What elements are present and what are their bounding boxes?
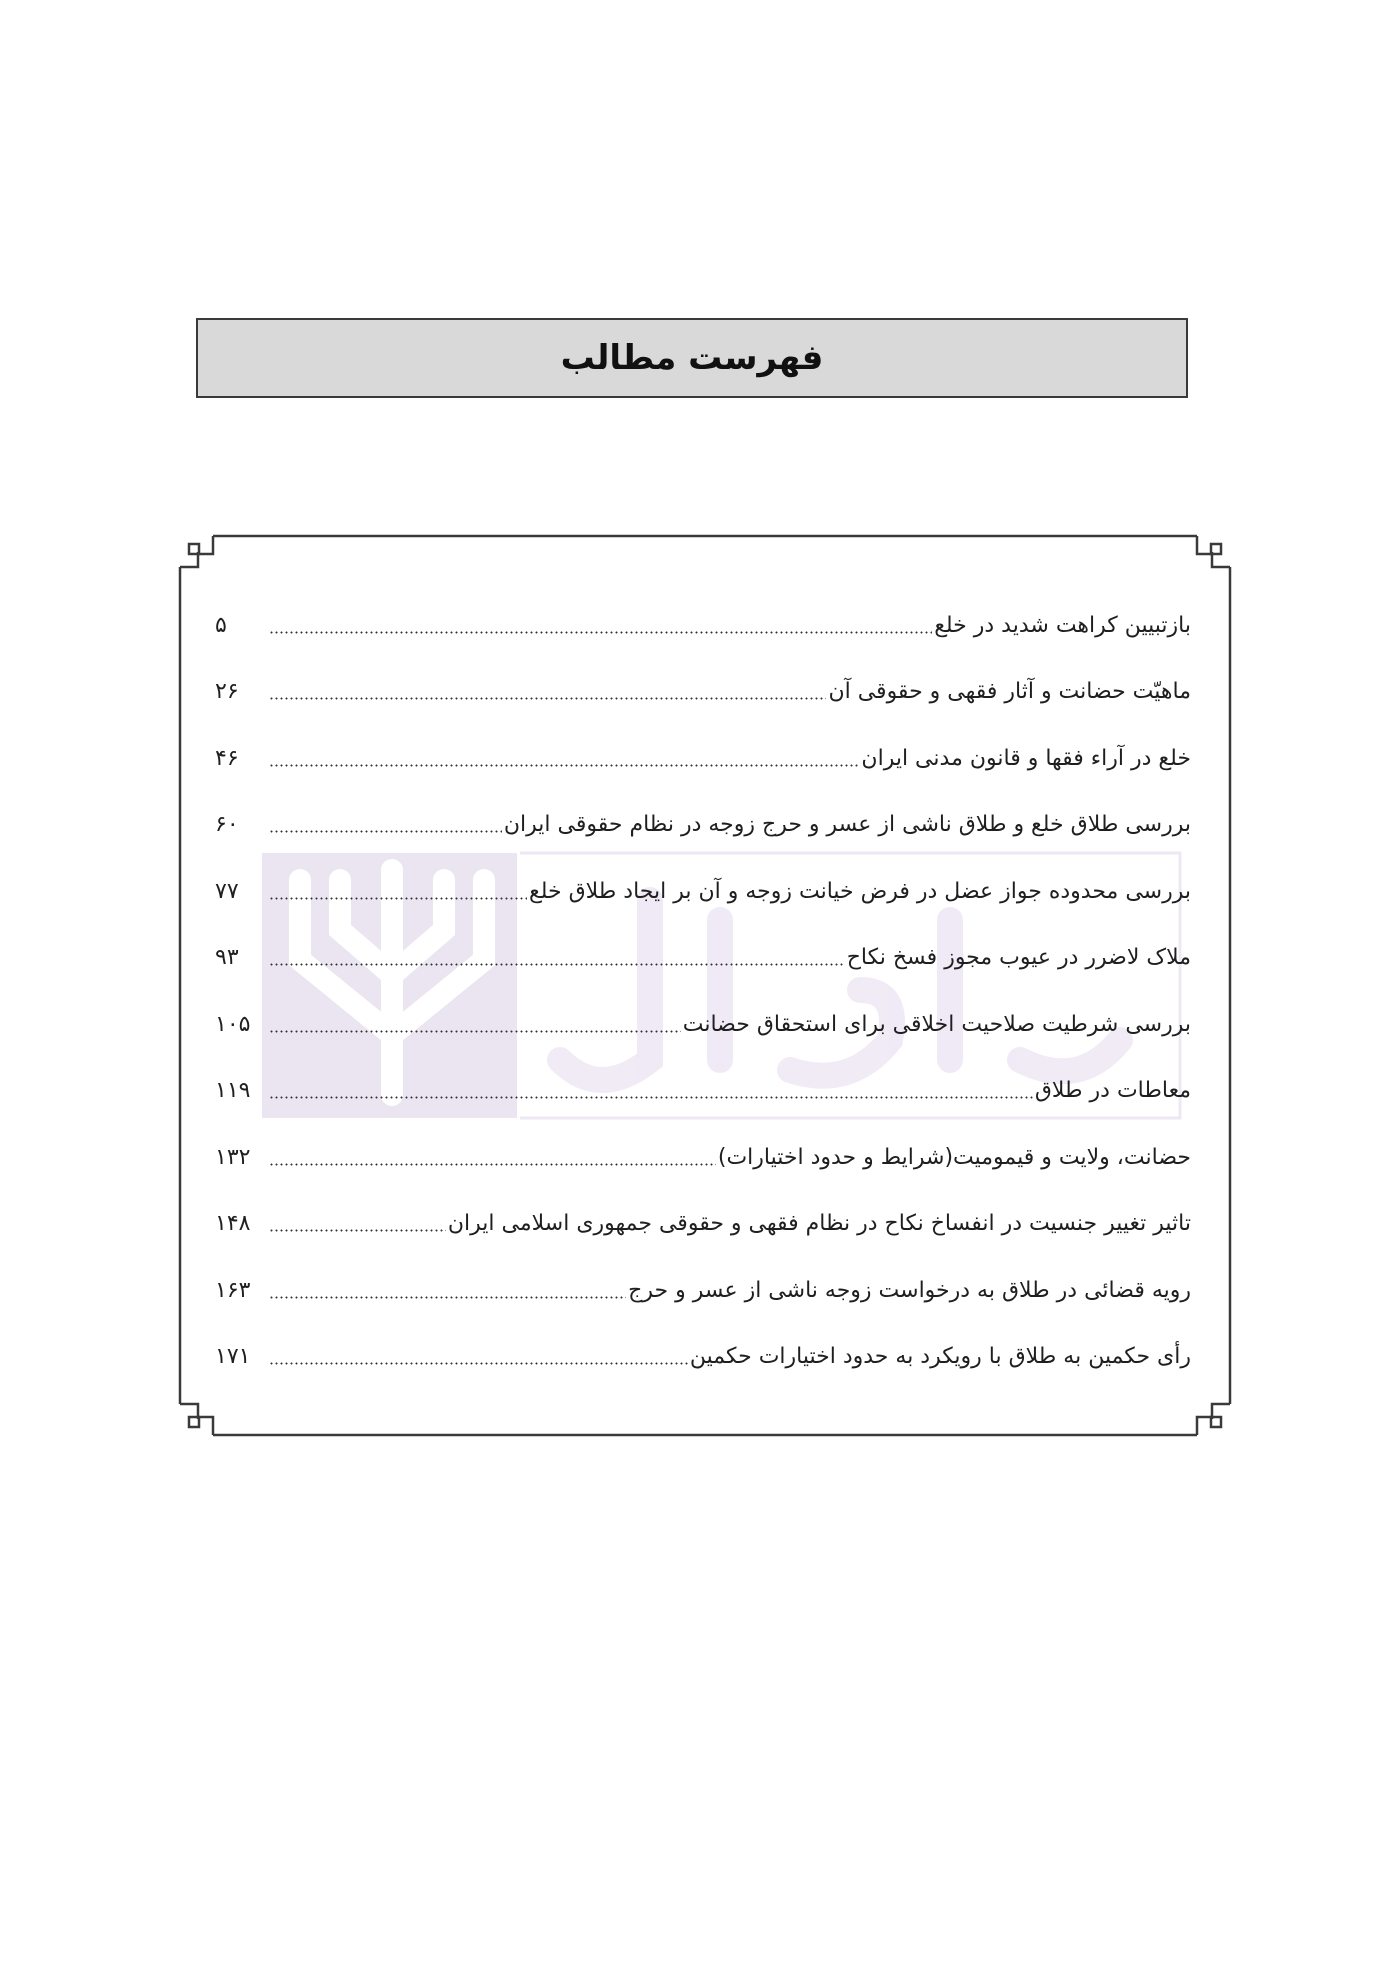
toc-entry-title: بازتبیین کراهت شدید در خلع [934,612,1191,638]
toc-entry[interactable] [215,792,1191,859]
dot-leader [269,631,932,634]
toc-entry-page: ۱۳۲ [215,1144,251,1170]
toc-entry-title: حضانت، ولایت و قیمومیت(شرایط و حدود اختیارات) [717,1144,1191,1170]
dot-leader [269,697,826,700]
dot-leader [269,897,527,900]
toc-entry-page: ۹۳ [215,945,239,971]
toc-entry[interactable] [215,659,1191,726]
toc-entry-page: ۱۶۳ [215,1277,251,1303]
toc-entry-title: رویه قضائی در طلاق به درخواست زوجه ناشی از عسر و حرج [628,1277,1191,1303]
toc-entry-title: ملاک لاضرر در عیوب مجوز فسخ نکاح [846,945,1191,971]
toc-entry-page: ۱۱۹ [215,1078,251,1104]
toc-entry[interactable] [215,1191,1191,1258]
toc-entry-title: رأی حکمین به طلاق با رویکرد به حدود اختیارات حکمین [689,1344,1191,1370]
dot-leader [269,764,859,767]
toc-entry[interactable] [215,1058,1191,1125]
table-of-contents [215,592,1191,1390]
toc-entry-title: بررسی محدوده جواز عضل در فرض خیانت زوجه و آن بر ایجاد طلاق خلع [529,878,1191,904]
toc-entry-page: ۷۷ [215,878,239,904]
dot-leader [269,1030,681,1033]
toc-entry[interactable] [215,1257,1191,1324]
dot-leader [269,1163,716,1166]
page-title: فهرست مطالب [560,338,824,378]
toc-entry[interactable] [215,991,1191,1058]
dot-leader [269,830,502,833]
dot-leader [269,963,845,966]
toc-entry-title: ماهیّت حضانت و آثار فقهی و حقوقی آن [828,679,1191,705]
toc-entry-page: ۱۴۸ [215,1211,251,1237]
toc-entry-title: بررسی طلاق خلع و طلاق ناشی از عسر و حرج زوجه در نظام حقوقی ایران [503,812,1191,838]
dot-leader [269,1296,626,1299]
dot-leader [269,1096,1033,1099]
dot-leader [269,1229,446,1232]
toc-entry[interactable] [215,1324,1191,1391]
toc-entry[interactable] [215,858,1191,925]
toc-entry[interactable] [215,1124,1191,1191]
toc-entry[interactable] [215,725,1191,792]
dot-leader [269,1362,688,1365]
toc-entry-page: ۲۶ [215,679,239,705]
toc-entry-page: ۴۶ [215,745,239,771]
toc-entry-page: ۱۷۱ [215,1344,251,1370]
toc-entry[interactable] [215,592,1191,659]
toc-entry-page: ۱۰۵ [215,1011,251,1037]
toc-entry-page: ۶۰ [215,812,239,838]
toc-entry-title: تاثیر تغییر جنسیت در انفساخ نکاح در نظام فقهی و حقوقی جمهوری اسلامی ایران [447,1211,1191,1237]
toc-entry-page: ۵ [215,612,227,638]
toc-entry-title: معاطات در طلاق [1034,1078,1191,1104]
toc-entry-title: بررسی شرطیت صلاحیت اخلاقی برای استحقاق حضانت [682,1011,1191,1037]
toc-entry-title: خلع در آراء فقها و قانون مدنی ایران [861,745,1191,771]
toc-entry[interactable] [215,925,1191,992]
